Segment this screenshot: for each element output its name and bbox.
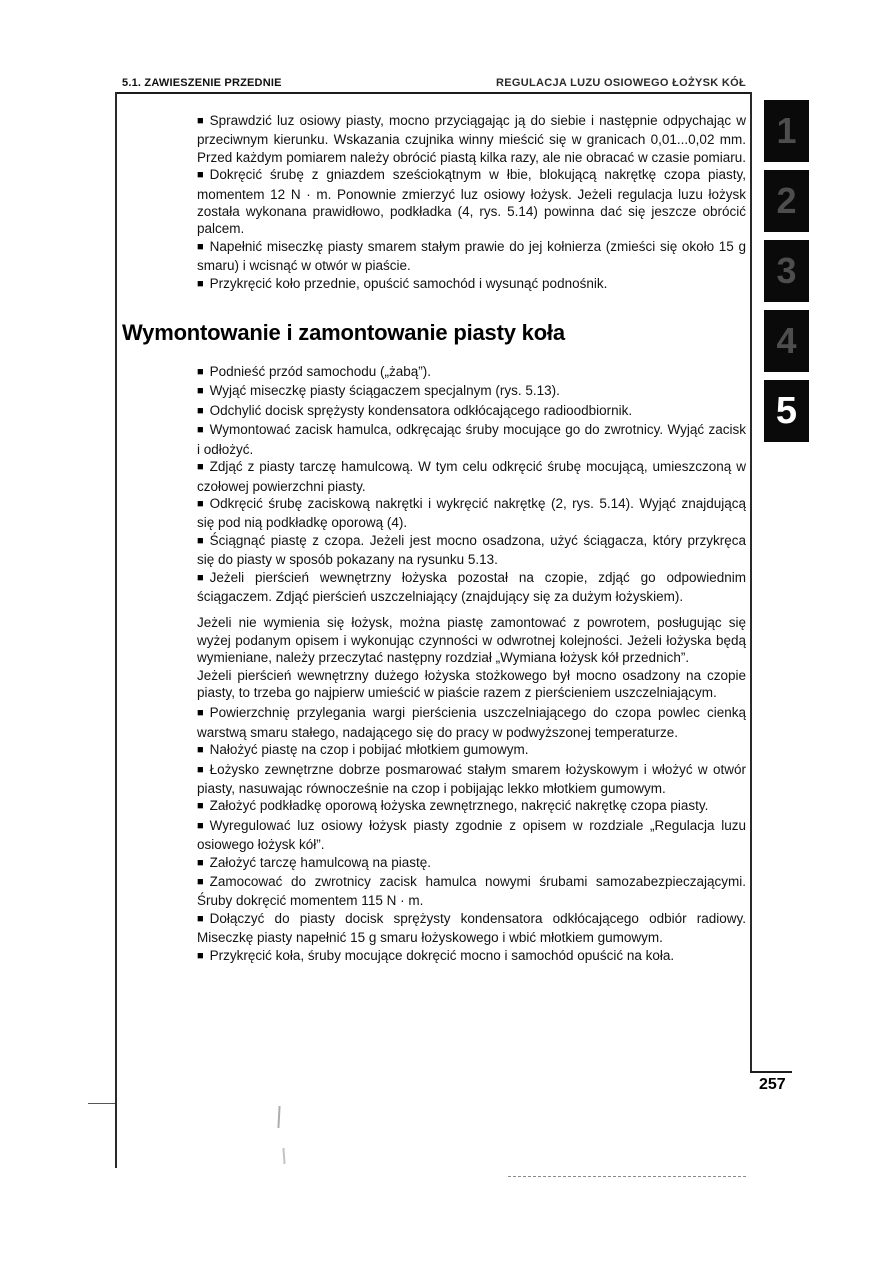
bullet-text: Odchylić docisk sprężysty kondensatora odkłócającego radioodbiornik.	[209, 402, 633, 418]
bullet-text: Napełnić miseczkę piasty smarem stałym prawie do jej kołnierza (zmieści się około 15 g smaru) i wcisnąć w otwór w piaście.	[197, 238, 746, 274]
bullet-square-icon: ■	[197, 707, 204, 720]
scan-artifact	[277, 1106, 280, 1128]
install-bullet-5	[197, 817, 746, 854]
bullet-square-icon: ■	[197, 366, 204, 379]
removal-bullet-1	[197, 363, 746, 382]
bullet-square-icon: ■	[197, 744, 204, 757]
removal-bullet-4	[197, 421, 746, 458]
removal-bullet-2	[197, 382, 746, 401]
install-bullet-9	[197, 947, 746, 966]
bullet-square-icon: ■	[197, 404, 204, 417]
removal-bullet-5	[197, 458, 746, 495]
bullet-text: Przykręcić koła, śruby mocujące dokręcić mocno i samochód opuścić na koła.	[209, 947, 675, 963]
body-paragraph-2: Jeżeli pierścień wewnętrzny dużego łożyska stożkowego był mocno osadzony na czopie piasty, to trzeba go najpierw umieścić w piaście razem z pierścieniem uszczelniającym.	[197, 667, 746, 700]
bullet-text: Założyć podkładkę oporową łożyska zewnętrznego, nakręcić nakrętkę czopa piasty.	[209, 798, 709, 814]
bullet-square-icon: ■	[197, 876, 204, 889]
bullet-text: Sprawdzić luz osiowy piasty, mocno przyciągając ją do siebie i następnie odpychając w przeciwnym kierunku. Wskazania czujnika winny mieścić się w granicach 0,01...0,02 mm. Przed każdym pomiarem należy obrócić piastą kilka razy, ale nie obracać w czasie pomiaru.	[197, 113, 746, 165]
removal-bullet-7	[197, 532, 746, 569]
bullet-square-icon: ■	[197, 856, 204, 869]
removal-bullet-6	[197, 495, 746, 532]
bullet-square-icon: ■	[197, 497, 204, 510]
body-paragraph-1: Jeżeli nie wymienia się łożysk, można piastę zamontować z powrotem, posługując się wyżej podanym opisem i wykonując czynności w odwrotnej kolejności. Jeżeli łożyska będą wymieniane, należy przeczytać następny rozdział „Wymiana łożysk kół przednich”.	[197, 615, 746, 666]
intro-bullet-4	[197, 275, 746, 294]
bullet-square-icon: ■	[197, 912, 204, 925]
install-bullet-1	[197, 704, 746, 741]
running-head-right: REGULACJA LUZU OSIOWEGO ŁOŻYSK KÓŁ	[496, 77, 746, 89]
bullet-square-icon: ■	[197, 385, 204, 398]
bullet-square-icon: ■	[197, 169, 204, 182]
chapter-tab-3: 3	[764, 240, 809, 302]
right-rule	[750, 92, 752, 1072]
bullet-text: Przykręcić koło przednie, opuścić samochód i wysunąć podnośnik.	[209, 275, 608, 291]
top-rule	[115, 92, 751, 94]
bullet-text: Dokręcić śrubę z gniazdem sześciokątnym w łbie, blokującą nakrętkę czopa piasty, momentem 12 N · m. Ponownie zmierzyć luz osiowy łożysk. Jeżeli regulacja luzu łożysk została wykonana prawidłowo, podkładka (4, rys. 5.14) powinna dać się jeszcze obrócić palcem.	[197, 167, 746, 237]
bullet-text: Podnieść przód samochodu („żabą”).	[209, 364, 432, 380]
bullet-square-icon: ■	[197, 424, 204, 437]
bullet-text: Wyjąć miseczkę piasty ściągaczem specjalnym (rys. 5.13).	[209, 383, 560, 399]
install-bullet-8	[197, 910, 746, 947]
left-margin-tick	[88, 1103, 115, 1104]
removal-bullet-8	[197, 569, 746, 606]
bullet-square-icon: ■	[197, 461, 204, 474]
intro-bullet-3	[197, 238, 746, 275]
install-bullet-7	[197, 873, 746, 910]
bullet-square-icon: ■	[197, 819, 204, 832]
bullet-text: Odkręcić śrubę zaciskową nakrętki i wykręcić nakrętkę (2, rys. 5.14). Wyjąć znajdującą się pod nią podkładkę oporową (4).	[197, 495, 746, 531]
chapter-tabs	[764, 100, 809, 450]
bullet-square-icon: ■	[197, 115, 204, 127]
bullet-square-icon: ■	[197, 800, 204, 813]
bullet-text: Łożysko zewnętrzne dobrze posmarować stałym smarem łożyskowym i włożyć w otwór piasty, nasuwając równocześnie na czop i pobijając lekko młotkiem gumowym.	[197, 761, 746, 796]
bullet-square-icon: ■	[197, 763, 204, 776]
install-bullet-2	[197, 741, 746, 760]
text-column	[122, 112, 746, 966]
chapter-tab-2: 2	[764, 170, 809, 232]
bullet-square-icon: ■	[197, 949, 204, 962]
bullet-square-icon: ■	[197, 534, 204, 547]
left-rule	[115, 92, 117, 1168]
bullet-square-icon: ■	[197, 277, 204, 290]
bottom-dashed-rule	[508, 1176, 746, 1177]
chapter-tab-1: 1	[764, 100, 809, 162]
bullet-text: Wyregulować luz osiowy łożysk piasty zgodnie z opisem w rozdziale „Regulacja luzu osiowego łożysk kół”.	[197, 817, 746, 853]
bullet-text: Jeżeli pierścień wewnętrzny łożyska pozostał na czopie, zdjąć go odpowiednim ściągaczem. Zdjąć pierścień uszczelniający (znajdujący się za dużym łożyskiem).	[197, 569, 746, 604]
page-number: 257	[759, 1076, 786, 1093]
bullet-text: Wymontować zacisk hamulca, odkręcając śruby mocujące go do zwrotnicy. Wyjąć zacisk i odłożyć.	[197, 422, 746, 457]
bullet-text: Dołączyć do piasty docisk sprężysty kondensatora odkłócającego odbiór radiowy. Miseczkę piasty napełnić 15 g smaru łożyskowego i wbić młotkiem gumowym.	[197, 910, 746, 946]
bullet-text: Zdjąć z piasty tarczę hamulcową. W tym celu odkręcić śrubę mocującą, umieszczoną w czołowej powierzchni piasty.	[197, 459, 746, 494]
bullet-text: Założyć tarczę hamulcową na piastę.	[209, 854, 432, 870]
install-bullet-6	[197, 854, 746, 873]
removal-bullet-3	[197, 402, 746, 421]
bullet-square-icon: ■	[197, 240, 204, 253]
section-heading: Wymontowanie i zamontowanie piasty koła	[122, 320, 565, 346]
bullet-square-icon: ■	[197, 571, 204, 584]
chapter-tab-4: 4	[764, 310, 809, 372]
bullet-text: Zamocować do zwrotnicy zacisk hamulca nowymi śrubami samozabezpieczającymi. Śruby dokręcić momentem 115 N · m.	[197, 874, 746, 909]
install-bullet-3	[197, 761, 746, 798]
install-bullet-4	[197, 797, 746, 816]
intro-bullet-1	[197, 112, 746, 166]
bullet-text: Ściągnąć piastę z czopa. Jeżeli jest mocno osadzona, użyć ściągacza, który przykręca się do piasty w sposób pokazany na rysunku 5.13.	[197, 532, 746, 568]
bullet-text: Nałożyć piastę na czop i pobijać młotkiem gumowym.	[209, 742, 529, 758]
intro-bullet-2	[197, 166, 746, 238]
bullet-text: Powierzchnię przylegania wargi pierścienia uszczelniającego do czopa powlec cienką warstwą smaru stałego, nadającego się do pracy w podwyższonej temperaturze.	[197, 705, 746, 740]
running-head-left: 5.1. ZAWIESZENIE PRZEDNIE	[122, 77, 282, 89]
chapter-tab-5-active: 5	[764, 380, 809, 442]
scan-artifact	[282, 1148, 285, 1164]
page-number-rule	[750, 1071, 792, 1073]
